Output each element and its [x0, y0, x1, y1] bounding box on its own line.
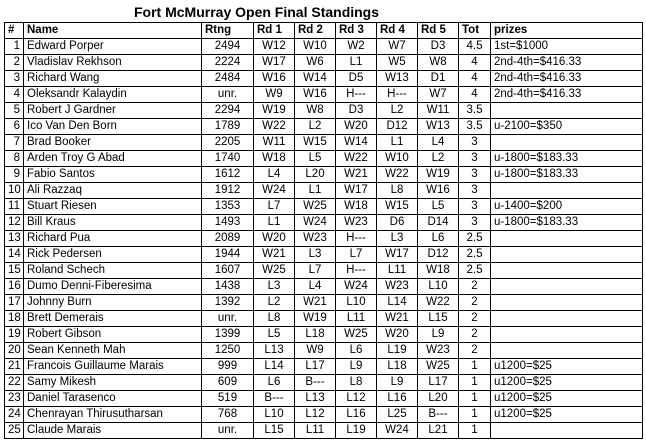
- round-2-cell: L12: [295, 407, 336, 423]
- table-row: [5, 391, 643, 407]
- total-cell: 3.5: [459, 119, 491, 135]
- round-4-cell: W22: [377, 167, 418, 183]
- name-cell: Roland Schech: [24, 263, 202, 279]
- header-rank: #: [5, 23, 24, 39]
- round-5-cell: W18: [418, 263, 459, 279]
- rating-cell: unr.: [202, 311, 254, 327]
- name-cell: Ali Razzaq: [24, 183, 202, 199]
- name-cell: Francois Guillaume Marais: [24, 359, 202, 375]
- prize-cell: u-1400=$200: [491, 199, 643, 215]
- rank-cell: 2: [5, 55, 24, 71]
- round-1-cell: L6: [254, 375, 295, 391]
- prize-cell: u1200=$25: [491, 375, 643, 391]
- rating-cell: 2089: [202, 231, 254, 247]
- round-5-cell: L20: [418, 391, 459, 407]
- header-round-1: Rd 1: [254, 23, 295, 39]
- rating-cell: 1789: [202, 119, 254, 135]
- name-cell: Johnny Burn: [24, 295, 202, 311]
- rank-cell: 11: [5, 199, 24, 215]
- name-cell: Robert Gibson: [24, 327, 202, 343]
- round-5-cell: W16: [418, 183, 459, 199]
- rank-cell: 15: [5, 263, 24, 279]
- round-5-cell: W11: [418, 103, 459, 119]
- round-4-cell: W17: [377, 247, 418, 263]
- name-cell: Rick Pedersen: [24, 247, 202, 263]
- rating-cell: 1392: [202, 295, 254, 311]
- total-cell: 2.5: [459, 231, 491, 247]
- round-1-cell: W9: [254, 87, 295, 103]
- round-4-cell: L14: [377, 295, 418, 311]
- rating-cell: unr.: [202, 87, 254, 103]
- round-3-cell: H---: [336, 263, 377, 279]
- round-5-cell: D1: [418, 71, 459, 87]
- name-cell: Daniel Tarasenco: [24, 391, 202, 407]
- standings-table: [4, 22, 643, 439]
- rating-cell: 2224: [202, 55, 254, 71]
- table-row: [5, 215, 643, 231]
- round-3-cell: L9: [336, 359, 377, 375]
- table-row: [5, 39, 643, 55]
- rank-cell: 17: [5, 295, 24, 311]
- round-5-cell: D12: [418, 247, 459, 263]
- round-5-cell: L17: [418, 375, 459, 391]
- rank-cell: 6: [5, 119, 24, 135]
- round-1-cell: L2: [254, 295, 295, 311]
- round-3-cell: D3: [336, 103, 377, 119]
- prize-cell: [491, 263, 643, 279]
- rank-cell: 16: [5, 279, 24, 295]
- round-1-cell: L8: [254, 311, 295, 327]
- prize-cell: [491, 295, 643, 311]
- table-row: [5, 55, 643, 71]
- round-2-cell: W23: [295, 231, 336, 247]
- table-row: [5, 423, 643, 439]
- prize-cell: 1st=$1000: [491, 39, 643, 55]
- total-cell: 1: [459, 391, 491, 407]
- prize-cell: u-1800=$183.33: [491, 151, 643, 167]
- rating-cell: 2484: [202, 71, 254, 87]
- round-1-cell: W24: [254, 183, 295, 199]
- rating-cell: 609: [202, 375, 254, 391]
- prize-cell: [491, 311, 643, 327]
- round-4-cell: W15: [377, 199, 418, 215]
- rating-cell: 1607: [202, 263, 254, 279]
- table-row: [5, 87, 643, 103]
- round-5-cell: W23: [418, 343, 459, 359]
- name-cell: Brett Demerais: [24, 311, 202, 327]
- round-2-cell: L18: [295, 327, 336, 343]
- prize-cell: u-1800=$183.33: [491, 215, 643, 231]
- round-3-cell: W17: [336, 183, 377, 199]
- header-prizes: prizes: [491, 23, 643, 39]
- prize-cell: u1200=$25: [491, 359, 643, 375]
- rank-cell: 24: [5, 407, 24, 423]
- round-3-cell: W23: [336, 215, 377, 231]
- round-5-cell: D3: [418, 39, 459, 55]
- round-5-cell: L15: [418, 311, 459, 327]
- name-cell: Dumo Denni-Fiberesima: [24, 279, 202, 295]
- round-3-cell: L16: [336, 407, 377, 423]
- name-cell: Samy Mikesh: [24, 375, 202, 391]
- round-5-cell: L10: [418, 279, 459, 295]
- total-cell: 4: [459, 87, 491, 103]
- round-1-cell: L15: [254, 423, 295, 439]
- round-2-cell: W24: [295, 215, 336, 231]
- total-cell: 3: [459, 199, 491, 215]
- rank-cell: 10: [5, 183, 24, 199]
- round-4-cell: L16: [377, 391, 418, 407]
- header-row: [5, 23, 643, 39]
- round-1-cell: L4: [254, 167, 295, 183]
- round-1-cell: W25: [254, 263, 295, 279]
- table-row: [5, 407, 643, 423]
- round-1-cell: B---: [254, 391, 295, 407]
- title-bar: [0, 3, 646, 21]
- rank-cell: 21: [5, 359, 24, 375]
- round-4-cell: L1: [377, 135, 418, 151]
- round-3-cell: L19: [336, 423, 377, 439]
- prize-cell: [491, 279, 643, 295]
- table-row: [5, 199, 643, 215]
- table-row: [5, 359, 643, 375]
- rank-cell: 25: [5, 423, 24, 439]
- round-2-cell: W6: [295, 55, 336, 71]
- prize-cell: u-1800=$183.33: [491, 167, 643, 183]
- round-3-cell: L6: [336, 343, 377, 359]
- round-5-cell: L2: [418, 151, 459, 167]
- round-1-cell: W17: [254, 55, 295, 71]
- round-2-cell: W19: [295, 311, 336, 327]
- rating-cell: 1612: [202, 167, 254, 183]
- round-3-cell: W14: [336, 135, 377, 151]
- total-cell: 2: [459, 295, 491, 311]
- rating-cell: 2494: [202, 39, 254, 55]
- rank-cell: 19: [5, 327, 24, 343]
- round-2-cell: W25: [295, 199, 336, 215]
- rank-cell: 14: [5, 247, 24, 263]
- round-2-cell: W8: [295, 103, 336, 119]
- round-2-cell: L17: [295, 359, 336, 375]
- rating-cell: 1944: [202, 247, 254, 263]
- rating-cell: 1912: [202, 183, 254, 199]
- round-2-cell: L20: [295, 167, 336, 183]
- prize-cell: [491, 103, 643, 119]
- round-5-cell: W8: [418, 55, 459, 71]
- round-5-cell: L4: [418, 135, 459, 151]
- rating-cell: 1353: [202, 199, 254, 215]
- standings-body: [5, 39, 643, 439]
- round-4-cell: W21: [377, 311, 418, 327]
- prize-cell: 2nd-4th=$416.33: [491, 55, 643, 71]
- header-name: Name: [24, 23, 202, 39]
- round-5-cell: L6: [418, 231, 459, 247]
- rank-cell: 13: [5, 231, 24, 247]
- round-2-cell: W10: [295, 39, 336, 55]
- rating-cell: 1250: [202, 343, 254, 359]
- name-cell: Stuart Riesen: [24, 199, 202, 215]
- round-4-cell: W5: [377, 55, 418, 71]
- prize-cell: u1200=$25: [491, 391, 643, 407]
- round-4-cell: L3: [377, 231, 418, 247]
- round-1-cell: W19: [254, 103, 295, 119]
- table-row: [5, 327, 643, 343]
- name-cell: Brad Booker: [24, 135, 202, 151]
- round-1-cell: W22: [254, 119, 295, 135]
- round-3-cell: W25: [336, 327, 377, 343]
- total-cell: 2.5: [459, 263, 491, 279]
- round-4-cell: W23: [377, 279, 418, 295]
- rating-cell: unr.: [202, 423, 254, 439]
- table-row: [5, 119, 643, 135]
- round-4-cell: W24: [377, 423, 418, 439]
- round-4-cell: L25: [377, 407, 418, 423]
- rating-cell: 519: [202, 391, 254, 407]
- round-1-cell: W20: [254, 231, 295, 247]
- total-cell: 3.5: [459, 103, 491, 119]
- rank-cell: 12: [5, 215, 24, 231]
- round-2-cell: L3: [295, 247, 336, 263]
- round-2-cell: L7: [295, 263, 336, 279]
- round-2-cell: L2: [295, 119, 336, 135]
- total-cell: 1: [459, 423, 491, 439]
- round-4-cell: L19: [377, 343, 418, 359]
- name-cell: Richard Pua: [24, 231, 202, 247]
- total-cell: 3: [459, 167, 491, 183]
- rank-cell: 22: [5, 375, 24, 391]
- round-2-cell: L4: [295, 279, 336, 295]
- round-4-cell: W10: [377, 151, 418, 167]
- round-2-cell: L1: [295, 183, 336, 199]
- round-1-cell: W11: [254, 135, 295, 151]
- rating-cell: 999: [202, 359, 254, 375]
- rating-cell: 1740: [202, 151, 254, 167]
- round-1-cell: W16: [254, 71, 295, 87]
- rating-cell: 2294: [202, 103, 254, 119]
- name-cell: Vladislav Rekhson: [24, 55, 202, 71]
- round-4-cell: L11: [377, 263, 418, 279]
- round-3-cell: L7: [336, 247, 377, 263]
- prize-cell: [491, 135, 643, 151]
- total-cell: 3: [459, 135, 491, 151]
- rating-cell: 1399: [202, 327, 254, 343]
- total-cell: 1: [459, 375, 491, 391]
- total-cell: 2: [459, 343, 491, 359]
- round-2-cell: B---: [295, 375, 336, 391]
- round-5-cell: L5: [418, 199, 459, 215]
- prize-cell: 2nd-4th=$416.33: [491, 87, 643, 103]
- prize-cell: u-2100=$350: [491, 119, 643, 135]
- name-cell: Robert J Gardner: [24, 103, 202, 119]
- rating-cell: 2205: [202, 135, 254, 151]
- round-2-cell: L11: [295, 423, 336, 439]
- rank-cell: 4: [5, 87, 24, 103]
- total-cell: 2: [459, 327, 491, 343]
- name-cell: Chenrayan Thirusutharsan: [24, 407, 202, 423]
- table-row: [5, 151, 643, 167]
- round-5-cell: D14: [418, 215, 459, 231]
- round-3-cell: L11: [336, 311, 377, 327]
- round-1-cell: W18: [254, 151, 295, 167]
- rating-cell: 1493: [202, 215, 254, 231]
- total-cell: 4: [459, 55, 491, 71]
- round-1-cell: W21: [254, 247, 295, 263]
- round-3-cell: L1: [336, 55, 377, 71]
- round-2-cell: L5: [295, 151, 336, 167]
- table-row: [5, 263, 643, 279]
- round-3-cell: W22: [336, 151, 377, 167]
- round-2-cell: L13: [295, 391, 336, 407]
- round-2-cell: W9: [295, 343, 336, 359]
- rank-cell: 18: [5, 311, 24, 327]
- round-1-cell: L13: [254, 343, 295, 359]
- name-cell: Richard Wang: [24, 71, 202, 87]
- round-5-cell: W7: [418, 87, 459, 103]
- page-title: Fort McMurray Open Final Standings: [134, 4, 380, 20]
- round-5-cell: L21: [418, 423, 459, 439]
- round-2-cell: W15: [295, 135, 336, 151]
- round-4-cell: L8: [377, 183, 418, 199]
- name-cell: Arden Troy G Abad: [24, 151, 202, 167]
- total-cell: 2: [459, 279, 491, 295]
- table-row: [5, 311, 643, 327]
- round-1-cell: W12: [254, 39, 295, 55]
- round-1-cell: L1: [254, 215, 295, 231]
- round-4-cell: L2: [377, 103, 418, 119]
- round-1-cell: L5: [254, 327, 295, 343]
- prize-cell: [491, 343, 643, 359]
- prize-cell: 2nd-4th=$416.33: [491, 71, 643, 87]
- table-row: [5, 135, 643, 151]
- round-4-cell: W20: [377, 327, 418, 343]
- table-row: [5, 375, 643, 391]
- name-cell: Fabio Santos: [24, 167, 202, 183]
- round-3-cell: H---: [336, 87, 377, 103]
- rank-cell: 3: [5, 71, 24, 87]
- rank-cell: 23: [5, 391, 24, 407]
- round-4-cell: L18: [377, 359, 418, 375]
- name-cell: Sean Kenneth Mah: [24, 343, 202, 359]
- header-total: Tot: [459, 23, 491, 39]
- header-round-3: Rd 3: [336, 23, 377, 39]
- rating-cell: 1438: [202, 279, 254, 295]
- round-3-cell: W2: [336, 39, 377, 55]
- rank-cell: 5: [5, 103, 24, 119]
- round-3-cell: L10: [336, 295, 377, 311]
- round-3-cell: D5: [336, 71, 377, 87]
- rank-cell: 20: [5, 343, 24, 359]
- table-row: [5, 71, 643, 87]
- round-5-cell: W13: [418, 119, 459, 135]
- table-row: [5, 103, 643, 119]
- round-3-cell: W18: [336, 199, 377, 215]
- prize-cell: [491, 423, 643, 439]
- round-3-cell: W21: [336, 167, 377, 183]
- round-1-cell: L14: [254, 359, 295, 375]
- rank-cell: 8: [5, 151, 24, 167]
- prize-cell: u1200=$25: [491, 407, 643, 423]
- header-round-5: Rd 5: [418, 23, 459, 39]
- round-5-cell: W19: [418, 167, 459, 183]
- header-round-2: Rd 2: [295, 23, 336, 39]
- rank-cell: 9: [5, 167, 24, 183]
- round-4-cell: W7: [377, 39, 418, 55]
- table-row: [5, 343, 643, 359]
- table-row: [5, 231, 643, 247]
- round-1-cell: L3: [254, 279, 295, 295]
- table-row: [5, 279, 643, 295]
- round-2-cell: W16: [295, 87, 336, 103]
- table-row: [5, 295, 643, 311]
- rank-cell: 7: [5, 135, 24, 151]
- round-2-cell: W21: [295, 295, 336, 311]
- prize-cell: [491, 183, 643, 199]
- rank-cell: 1: [5, 39, 24, 55]
- total-cell: 2: [459, 311, 491, 327]
- round-4-cell: D12: [377, 119, 418, 135]
- total-cell: 3: [459, 151, 491, 167]
- name-cell: Oleksandr Kalaydin: [24, 87, 202, 103]
- round-5-cell: B---: [418, 407, 459, 423]
- total-cell: 3: [459, 183, 491, 199]
- total-cell: 2.5: [459, 247, 491, 263]
- prize-cell: [491, 247, 643, 263]
- name-cell: Bill Kraus: [24, 215, 202, 231]
- round-3-cell: W24: [336, 279, 377, 295]
- header-round-4: Rd 4: [377, 23, 418, 39]
- round-1-cell: L10: [254, 407, 295, 423]
- prize-cell: [491, 327, 643, 343]
- round-1-cell: L7: [254, 199, 295, 215]
- round-3-cell: L8: [336, 375, 377, 391]
- round-3-cell: L12: [336, 391, 377, 407]
- round-4-cell: D6: [377, 215, 418, 231]
- table-row: [5, 183, 643, 199]
- round-5-cell: W25: [418, 359, 459, 375]
- name-cell: Ico Van Den Born: [24, 119, 202, 135]
- rating-cell: 768: [202, 407, 254, 423]
- name-cell: Edward Porper: [24, 39, 202, 55]
- table-row: [5, 167, 643, 183]
- round-3-cell: W20: [336, 119, 377, 135]
- name-cell: Claude Marais: [24, 423, 202, 439]
- round-4-cell: H---: [377, 87, 418, 103]
- prize-cell: [491, 231, 643, 247]
- total-cell: 4.5: [459, 39, 491, 55]
- header-rating: Rtng: [202, 23, 254, 39]
- round-4-cell: L9: [377, 375, 418, 391]
- round-5-cell: W22: [418, 295, 459, 311]
- round-2-cell: W14: [295, 71, 336, 87]
- total-cell: 4: [459, 71, 491, 87]
- total-cell: 1: [459, 359, 491, 375]
- round-3-cell: H---: [336, 231, 377, 247]
- total-cell: 3: [459, 215, 491, 231]
- total-cell: 1: [459, 407, 491, 423]
- round-5-cell: L9: [418, 327, 459, 343]
- round-4-cell: W13: [377, 71, 418, 87]
- table-row: [5, 247, 643, 263]
